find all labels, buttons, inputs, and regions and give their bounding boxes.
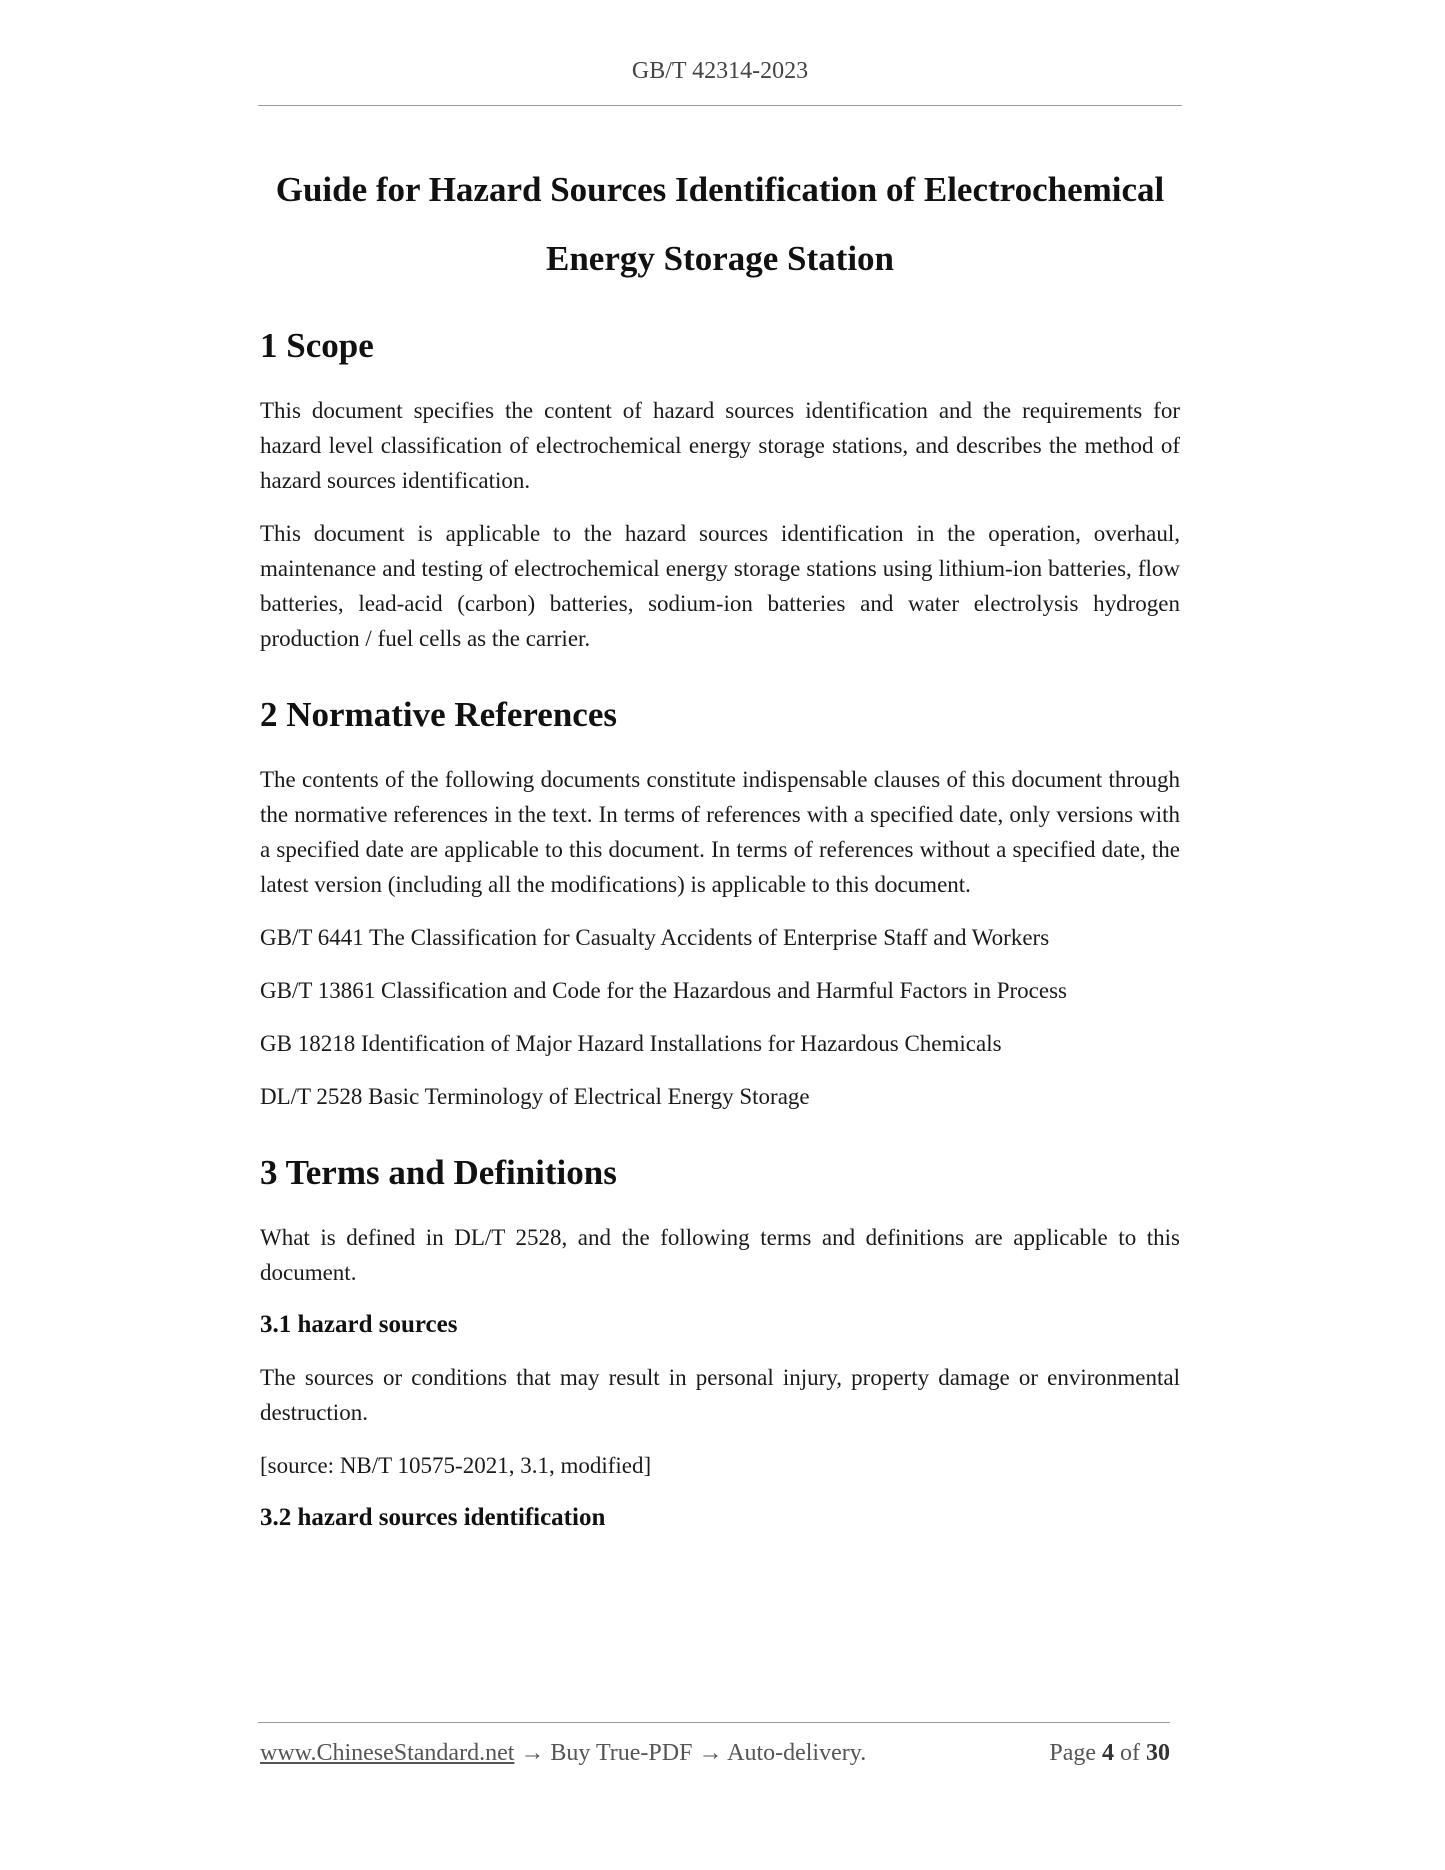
term-heading-hazard-sources: 3.1 hazard sources bbox=[260, 1311, 458, 1338]
normative-references-paragraph: The contents of the following documents constitute indispensable clauses of this document through the normative references in the text. In terms of references with a specified date, only versions with a specified date are applicable to this document. In terms of references without a specified date, the latest version (including all the modifications) is applicable to this document. bbox=[260, 767, 1180, 897]
term-definition-hazard-sources: The sources or conditions that may result in personal injury, property damage or environmental destruction. bbox=[260, 1365, 1180, 1425]
scope-paragraph-2: This document is applicable to the hazard sources identification in the operation, overhaul, maintenance and testing of electrochemical energy storage stations using lithium-ion batteries, flow batteries, lead-acid (carbon) batteries, sodium-ion batteries and water electrolysis hydrogen production / fuel cells as the carrier. bbox=[260, 521, 1180, 651]
document-title-line-1: Guide for Hazard Sources Identification of Electrochemical bbox=[275, 170, 1165, 209]
reference-gbt-13861: GB/T 13861 Classification and Code for the Hazardous and Harmful Factors in Process bbox=[260, 978, 1067, 1003]
of-label: of bbox=[1120, 1740, 1140, 1766]
footer-promo bbox=[260, 1740, 866, 1767]
scope-paragraph-1: This document specifies the content of hazard sources identification and the requirements for hazard level classification of electrochemical energy storage stations, and describes the method of hazard sources identification. bbox=[260, 398, 1180, 493]
section-heading-scope: 1 Scope bbox=[260, 326, 374, 365]
document-title-line-2: Energy Storage Station bbox=[545, 239, 895, 278]
term-source-note: [source: NB/T 10575-2021, 3.1, modified] bbox=[260, 1453, 652, 1478]
header-divider bbox=[258, 105, 1182, 106]
reference-gb-18218: GB 18218 Identification of Major Hazard Installations for Hazardous Chemicals bbox=[260, 1031, 1002, 1056]
document-body bbox=[260, 325, 1180, 1535]
total-pages-number: 30 bbox=[1146, 1740, 1170, 1766]
document-title bbox=[258, 155, 1182, 293]
reference-dlt-2528: DL/T 2528 Basic Terminology of Electrical Energy Storage bbox=[260, 1084, 810, 1109]
running-header: GB/T 42314-2023 bbox=[631, 58, 809, 84]
chinese-standard-link[interactable]: www.ChineseStandard.net bbox=[260, 1740, 515, 1766]
current-page-number: 4 bbox=[1102, 1740, 1114, 1766]
term-heading-hazard-sources-identification: 3.2 hazard sources identification bbox=[260, 1504, 606, 1531]
terms-intro-paragraph: What is defined in DL/T 2528, and the following terms and definitions are applicable to this document. bbox=[260, 1225, 1180, 1285]
page-counter bbox=[1049, 1740, 1170, 1767]
reference-gbt-6441: GB/T 6441 The Classification for Casualty Accidents of Enterprise Staff and Workers bbox=[260, 925, 1050, 950]
footer-promo-text: → Buy True-PDF → Auto-delivery. bbox=[514, 1740, 867, 1766]
section-heading-normative-references: 2 Normative References bbox=[260, 695, 617, 734]
section-heading-terms-and-definitions: 3 Terms and Definitions bbox=[260, 1153, 617, 1192]
page-label: Page bbox=[1049, 1740, 1096, 1766]
footer-divider bbox=[258, 1722, 1170, 1723]
